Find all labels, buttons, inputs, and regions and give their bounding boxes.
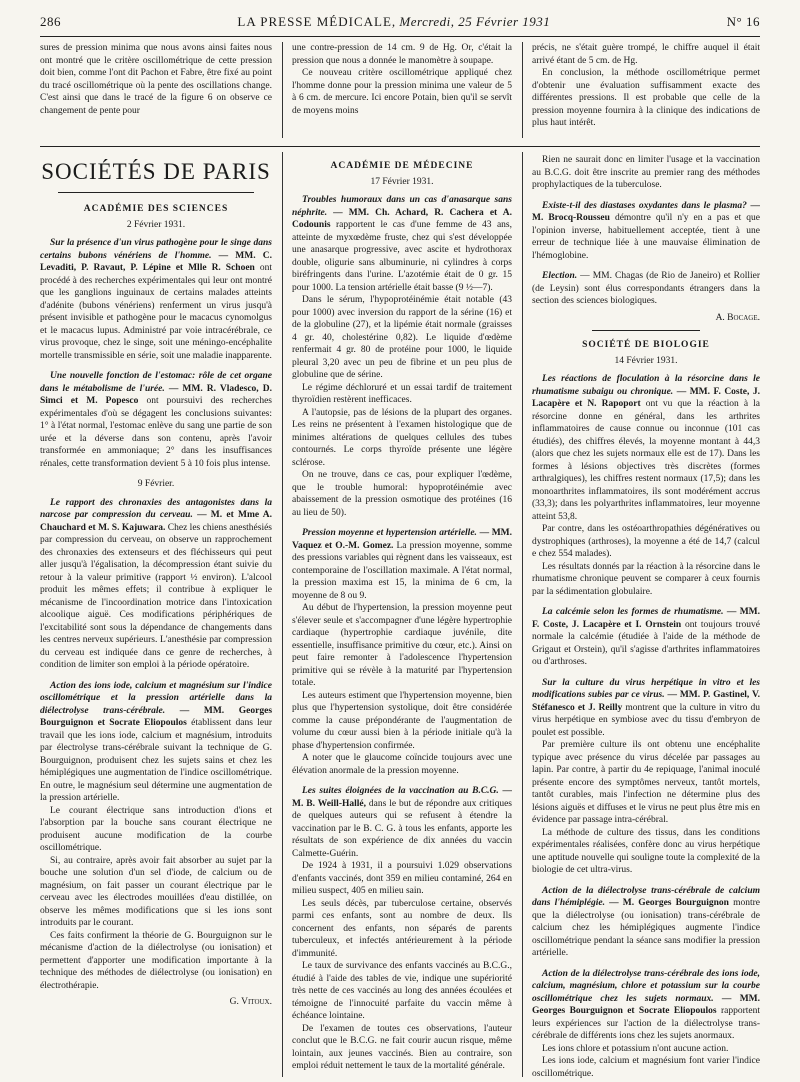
paragraph: sures de pression minima que nous avons ainsi faites nous ont montré que le critère oscillométrique de cette pression doit bien, comme l'ont dit Pachon et Fabre, être fixé au point du tracé oscillométrique où la pente des oscillations change. C'est ainsi que dans le tracé de la figure 6 on observe ce changement de pente pour <box>40 43 272 116</box>
session-date: 17 Février 1931. <box>370 176 434 187</box>
session-date: 14 Février 1931. <box>614 355 678 366</box>
paragraph: La méthode de culture des tissus, dans les conditions expérimentales réalisées, confère donc au virus herpétique une aptitude nouvelle qui souligne toute la complexité de la biologie de cet ultra-virus. <box>532 827 760 875</box>
article-entry <box>532 200 760 263</box>
article-entry <box>292 527 512 602</box>
paragraph: Ce nouveau critère oscillométrique appliqué chez l'homme donne pour la pression minima une valeur de 5 à 6 cm. de mercure. Ici encore Potain, bien qu'il se servît de moyens moins <box>292 68 512 116</box>
article-title: Troubles humoraux dans un cas d'anasarque sans néphrite. <box>292 195 512 218</box>
article-title: Le rapport des chronaxies des antagonistes dans la narcose par compression du cerveau. <box>40 497 272 520</box>
paragraph: De l'examen de toutes ces observations, l'auteur conclut que le B.C.G. ne fait courir aucun risque, même lointain, aux jeunes vaccinés. Bien au contraire, son emploi réduit nettement le taux de la mortalité générale. <box>292 1023 512 1071</box>
article-entry <box>40 680 272 805</box>
article-body: montrent que la culture in vitro du virus herpétique en symbiose avec du tissu d'embryon de poulet est possible. <box>532 702 760 738</box>
article-title: Les réactions de floculation à la résorcine dans le rhumatisme subaigu ou chronique. <box>532 374 760 397</box>
paragraph: On ne trouve, dans ce cas, pour expliquer l'œdème, que le trouble humoral: hypoprotéinémie avec abaissement de la pression osmotique des protéines (16 au lieu de 50). <box>292 470 512 518</box>
column-1 <box>40 154 272 1078</box>
paragraph: Si, au contraire, après avoir fait absorber au sujet par la bouche une solution d'un sel d'iode, de calcium ou de magnésium, on fait passer un courant électrique par le cerveau avec les électrodes mouillées d'eau distillée, on observe les mêmes modifications que si les ions sont introduits par le courant. <box>40 855 272 928</box>
article-entry <box>40 237 272 362</box>
article-authors: — M. Georges Bourguignon <box>609 898 729 908</box>
article-authors: — MM. Vaquez et O.-M. Gomez. <box>292 528 512 551</box>
article-authors: — MM. C. Levaditi, P. Ravaut, P. Lépine et Mlle R. Schoen <box>40 250 272 273</box>
column-3 <box>532 154 760 1078</box>
article-title: Existe-t-il des diastases oxydantes dans le plasma? <box>542 200 747 211</box>
paragraph: Les ions chlore et potassium n'ont aucune action. <box>542 1043 729 1054</box>
paragraph: Le taux de survivance des enfants vaccinés au B.C.G., étudié à l'aide des tables de vie, indique une supériorité très nette de ces vaccinés au long des années écoulées et témoigne de l'innocuité parfaite du vaccin même à échéance lointaine. <box>292 961 512 1021</box>
article-body: ont poursuivi des recherches expérimentales d'où se dégagent les conclusions suivantes: 1° à l'état normal, l'estomac enlève du sang une partie de son urée et la déverse dans son contenu, après l'avoir transformée en ammoniaque; 2° dans les insuffisances rénales, cette transformation devient 5 à 10 fois plus intense. <box>40 396 272 469</box>
main-heading: SOCIÉTÉS DE PARIS <box>41 159 271 184</box>
paragraph: Par contre, dans les ostéoarthropathies dégénératives ou dystrophiques (arthroses), la moyenne a été de 14,7 (calcul e chez 554 malades). <box>532 524 760 559</box>
paragraph: Rien ne saurait donc en limiter l'usage et la vaccination au B.C.G. doit être inscrite au premier rang des méthodes prophylactiques de la tuberculose. <box>532 155 760 190</box>
article-title: Action de la diélectrolyse trans-cérébrale de calcium dans l'hémiplégie. <box>532 885 760 908</box>
article-entry <box>40 370 272 470</box>
paragraph: Ces faits confirment la théorie de G. Bourguignon sur le mécanisme d'action de la diélectrolyse (ou ionisation) et permettent d'apporter une modification importante à la technique des méthodes de diélectrolyse (ou ionisation) en électrothérapie. <box>40 930 272 991</box>
article-body: dans le but de répondre aux critiques de quelques auteurs qui se refusent à étendre la vaccination par le B. C. G. à tous les enfants, apporte les résultats de son expérience de dix années du vaccin Calmette-Guérin. <box>292 798 512 859</box>
article-title: Pression moyenne et hypertension artérielle. <box>302 528 477 538</box>
top-column-3 <box>532 42 760 140</box>
top-column-2 <box>292 42 512 140</box>
paragraph: De 1924 à 1931, il a poursuivi 1.029 observations d'enfants vaccinés, dont 359 en milieu contaminé, 264 en milieu suspect, 405 en milieu sain. <box>292 861 512 896</box>
signature: A. Bocage. <box>715 312 760 323</box>
paragraph: Les résultats donnés par la réaction à la résorcine dans le rhumatisme chronique peuvent se comparer à ceux fournis par la sédimentation globulaire. <box>532 561 760 597</box>
journal-header-center <box>237 14 550 30</box>
article-entry <box>40 497 272 672</box>
paragraph: Dans le sérum, l'hypoprotéinémie était notable (43 pour 1000) avec inversion du rapport de la sérine (16) et de la globuline (27), et la lipémie était normale (graisses 4 gr. 40, cholestérine 0,82). Le liquide d'œdème renfermait 4 gr. 80 de protéine pour 1000, le liquide pleural 3,20 avec un peu de fibrine et un peu plus de globuline que de sérine. <box>292 295 512 380</box>
divider <box>592 330 700 331</box>
article-entry <box>532 968 760 1043</box>
article-entry <box>292 194 512 294</box>
article-title: Election. <box>542 271 578 281</box>
article-title: Sur la présence d'un virus pathogène pour le singe dans certains bubons vénériens de l'homme. <box>40 238 272 261</box>
article-body: rapportent leurs expériences sur l'action de la diélectrolyse trans-cérébrale de différents ions chez les sujets anormaux. <box>532 1006 760 1041</box>
article-authors: — MM. F. Coste, J. Lacapère et I. Ornstein <box>532 607 760 630</box>
article-title: La calcémie selon les formes de rhumatisme. <box>542 607 724 617</box>
section-heading: ACADÉMIE DE MÉDECINE <box>330 161 474 171</box>
article-authors: — MM. R. Vladesco, D. Simci et M. Popesco <box>40 383 272 406</box>
paragraph: Les seuls décès, par tuberculose certaine, observés parmi ces enfants, sont au nombre de deux. Ils concernent des enfants, non séparés de parents tuberculeux, et infectés antérieurement à la période d'immunité. <box>292 898 512 959</box>
top-column-1 <box>40 42 272 140</box>
paragraph: Par première culture ils ont obtenu une encéphalite typique avec présence du virus décelée par passages au lapin. Par contre, à partir du 4e repiquage, l'animal inoculé présente encore des symptômes nerveux, tantôt mortels, tantôt curables, mais l'infection ne détermine plus des lésions aiguës et diffuses et le virus ne peut plus être mis en évidence par passage intra-cérébral. <box>532 740 760 825</box>
article-entry <box>532 677 760 740</box>
column-divider <box>282 152 283 1077</box>
session-date: 2 Février 1931. <box>126 219 186 230</box>
section-rule <box>40 146 760 147</box>
article-body: démontre qu'il n'y en a pas et que l'opinion inverse, habituellement acceptée, tient à une erreur de technique liée à une mauvaise élimination de l'hémoglobine. <box>532 213 760 261</box>
article-title: Les suites éloignées de la vaccination au B.C.G. <box>302 786 499 796</box>
article-body: La pression moyenne, somme des pressions variables qui règnent dans les vaisseaux, est contemporaine de l'oscillation maximale. A l'état normal, la pression maxima est 15, la minima de 6 cm, la moyenne de 8 ou 9. <box>292 540 512 601</box>
article-authors: — MM. Ch. Achard, R. Cachera et A. Codounis <box>292 207 512 230</box>
article-body: Chez les chiens anesthésiés par compression du cerveau, on observe un rapprochement des chronaxies des extenseurs et des fléchisseurs qui peut aller jusqu'à l'égalisation, la décompression étant suivie du retour à la valeur primitive (rapport ½ environ). L'alcool produit les mêmes effets; il contribue à expliquer le mécanisme de l'incoordination motrice dans l'intoxication alcoolique aiguë. Ces modifications périphériques de l'excitabilité sont sous la dépendance de changements dans les centres nerveux supérieurs. L'anesthésie par compression du cerveau est indiquée dans ce genre de recherches, à condition de limiter son emploi à la période opératoire. <box>40 522 272 670</box>
paragraph: En conclusion, la méthode oscillométrique permet d'obtenir une évaluation suffisamment exacte des différentes pressions. Il est probable que celle de la pression moyenne fournira à la clinique des indications de plus haut intérêt. <box>532 68 760 128</box>
paragraph: Au début de l'hypertension, la pression moyenne peut s'élever seule et s'accompagner d'une légère hypertrophie cardiaque (hypertrophie cardiaque juvénile, dite essentielle, insuffisance primitive du cœur, etc.). Ainsi on peut faire remonter à l'adolescence l'hypertension primitive qui se révèle à la maturité par l'hypertension totale. <box>292 603 512 688</box>
article-title: Action des ions iode, calcium et magnésium sur l'indice oscillométrique et la pression artérielle dans la diélectrolyse trans-cérébrale. <box>40 680 272 716</box>
paragraph: A noter que le glaucome coïncide toujours avec une élévation anormale de la pression moyenne. <box>292 753 512 776</box>
column-2 <box>292 154 512 1078</box>
article-title: Sur la culture du virus herpétique in vitro et les modifications subies par ce virus. <box>532 677 760 700</box>
article-authors: — M. B. Weill-Hallé, <box>292 786 512 809</box>
column-divider <box>522 152 523 1077</box>
column-divider <box>282 42 283 138</box>
article-body: ont vu que la réaction à la résorcine donne en général, dans les arthrites inflammatoires de cause connue ou inconnue (101 cas étudiés), des chiffres élevés, la moyenne montant à 44,3 (alors que chez les sujets normaux elle est de 17). Dans les formes à lésions objectives très discrètes (formes arthralgiques), les chiffres restent normaux (17,5); dans les monoarthrites inflammatoires, ils sont modérément accrus (33,3); dans les polyarthrites inflammatoires, leur moyenne atteint 53,8. <box>532 399 760 522</box>
paragraph: précis, ne s'était guère trompé, le chiffre auquel il était arrivé étant de 5 cm. de Hg. <box>532 43 760 66</box>
signature: G. Vitoux. <box>229 997 272 1007</box>
article-body: rapportent le cas d'une femme de 43 ans, atteinte de myxœdème fruste, chez qui s'est développée une anasarque progressive, avec ascite et hydrothorax double, oligurie sans albuminurie, ni cylindres à corps biréfringents dans l'urine. L'azotémie était de 0 gr. 15 pour 1000. La tension artérielle était basse (9 ½—7). <box>292 220 512 293</box>
article-entry <box>532 373 760 523</box>
issue-date: , Mercredi, 25 Février 1931 <box>391 14 551 29</box>
paragraph: A l'autopsie, pas de lésions de la plupart des organes. Les reins ne présentent à l'examen histologique que de minimes altérations de quelques cellules des tubes contournés. Le corps thyroïde présente une légère sclérose. <box>292 407 512 468</box>
running-header <box>40 14 760 32</box>
paragraph: Les auteurs estiment que l'hypertension moyenne, bien plus que l'hypertension systolique, doit être considérée comme la cause prépondérante de l'augmentation de volume du cœur aussi bien à la période initiale qu'à la phase d'hypertension confirmée. <box>292 690 512 751</box>
article-authors: — M. et Mme A. Chauchard et M. S. Kajuwara. <box>40 510 272 533</box>
journal-title: LA PRESSE MÉDICALE <box>237 14 392 29</box>
article-entry <box>532 885 760 960</box>
paragraph: Les ions iode, calcium et magnésium font varier l'indice oscillométrique. <box>532 1056 760 1078</box>
article-authors: — MM. F. Coste, J. Lacapère et N. Rapoport <box>532 386 760 409</box>
article-body: ont procédé à des recherches expérimentales qui leur ont montré que les ganglions inguinaux de certains malades atteints d'adénite (bubons vénériens) renferment un virus jusqu'à présent invisible et pathogène pour le macacus cynomolgus et le macacus lupus. Administré par voie intracérébrale, ce virus provoque, chez le singe, soit une méningo-encéphalite mortelle transmissible en série, soit une maladie inapparente. <box>40 263 272 361</box>
paragraph: Le régime déchloruré et un essai tardif de traitement thyroïdien restèrent inefficaces. <box>292 382 512 405</box>
article-body: ont toujours trouvé normale la calcémie (étudiée à l'aide de la méthode de Grigaut et Orstein), qu'il s'agisse d'arthrites inflammatoires ou d'arthroses. <box>532 619 760 667</box>
section-heading: SOCIÉTÉ DE BIOLOGIE <box>582 340 710 350</box>
article-body: établissent dans leur travail que les ions iode, calcium et magnésium, introduits par électrolyse trans-cérébrale suivant la technique de G. Bourguignon, produisent chez les sujets sains et chez les hémiplégiques une augmentation de l'indice oscillométrique. En outre, le magnésium seul détermine une augmentation de la pression artérielle. <box>40 718 272 803</box>
paragraph: Le courant électrique sans introduction d'ions et l'absorption par la bouche sans courant électrique ne produisent aucune modification de la courbe oscillométrique. <box>40 805 272 853</box>
article-title: Action de la diélectrolyse trans-cérébrale des ions iode, calcium, magnésium, chlore et potassium sur la courbe oscillométrique chez les sujets normaux. <box>532 968 760 1004</box>
issue-number: N° 16 <box>726 14 760 29</box>
paragraph: une contre-pression de 14 cm. 9 de Hg. Or, c'était la pression que nous a donnée le manomètre à soupape. <box>292 43 512 66</box>
article-authors: — M. Brocq-Rousseu <box>532 200 760 223</box>
article-authors: — MM. Georges Bourguignon et Socrate Eliopoulos <box>40 705 272 728</box>
article-entry <box>532 606 760 669</box>
article-body: montre que la diélectrolyse (ou ionisation) trans-cérébrale de calcium chez les hémiplégiques augmente l'indice oscillométrique pendant la séance sans modifier la pression artérielle. <box>532 898 760 958</box>
page-number: 286 <box>40 14 61 29</box>
session-date: 9 Février. <box>137 479 175 489</box>
article-entry <box>292 785 512 860</box>
article-authors: — MM. Georges Bourguignon et Socrate Eliopoulos <box>532 993 760 1016</box>
article-title: Une nouvelle fonction de l'estomac: rôle de cet organe dans le métabolisme de l'urée. <box>40 371 272 394</box>
article-body: — MM. Chagas (de Rio de Janeiro) et Rollier (de Leysin) sont élus correspondants étrangers dans la section des sciences biologiques. <box>532 271 760 306</box>
article-authors: — MM. P. Gastinel, V. Stéfanesco et J. Reilly <box>532 690 760 713</box>
column-divider <box>522 42 523 138</box>
header-rule <box>40 36 760 37</box>
heading-rule <box>58 192 254 193</box>
article-entry <box>532 270 760 308</box>
section-heading: ACADÉMIE DES SCIENCES <box>83 204 229 214</box>
